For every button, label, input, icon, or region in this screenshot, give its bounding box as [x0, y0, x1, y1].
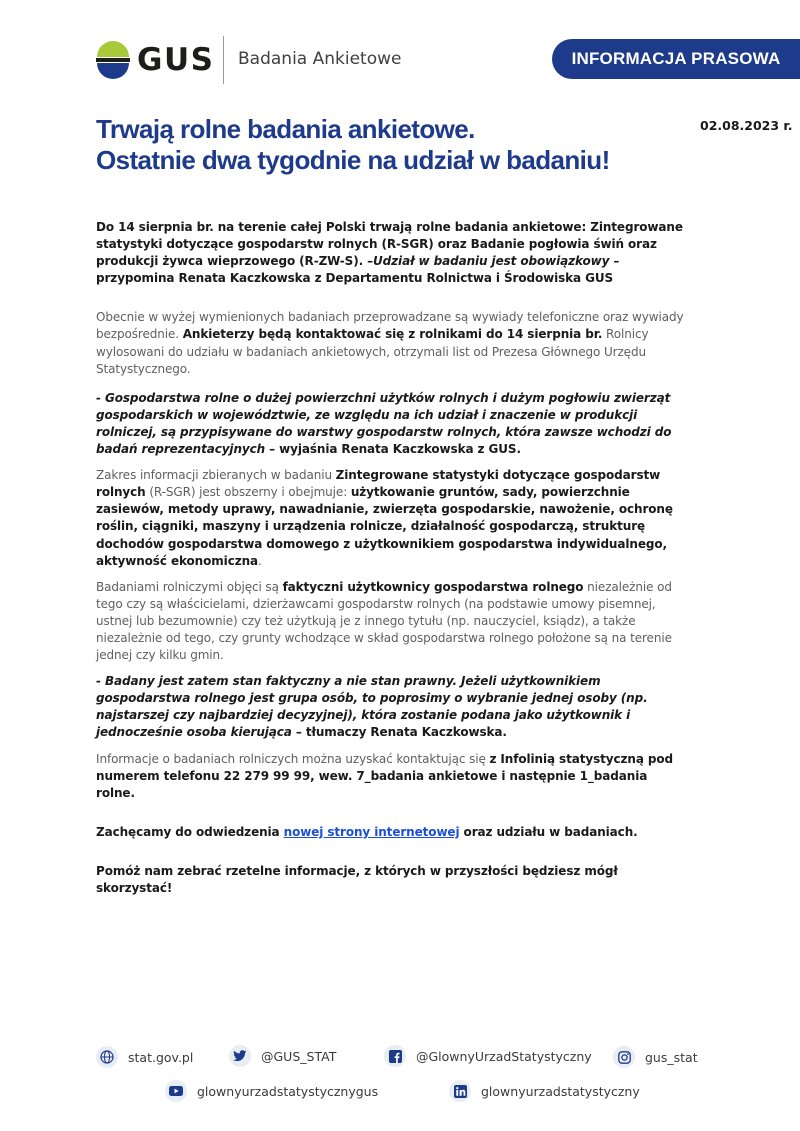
quote1-attribution: – wyjaśnia Renata Kaczkowska z GUS.: [265, 442, 521, 457]
p4-bold: z Infolinią statystyczną pod numerem telefonu 22 279 99 99, wew. 7_badania ankietowe i następnie 1_badania rolne.: [96, 751, 674, 800]
p2-bold-2: użytkowanie gruntów, sady, powierzchnie zasiewów, metody uprawy, nawadnianie, zwierzęta gospodarskie, nawożenie, ochronę roślin, ciągniki, maszyny i urządzenia rolnicze, działalność gospodarczą, strukturę dochodów gospodarstwa domowego z użytkownikiem gospodarstwa indywidualnego, aktywność ekonomiczna: [96, 485, 673, 568]
release-date: 02.08.2023 r.: [700, 118, 793, 133]
footer-instagram[interactable]: [613, 1046, 698, 1068]
article-body: [96, 219, 688, 897]
p3-text: Badaniami rolniczymi objęci są: [96, 579, 283, 594]
footer-linkedin-label: glownyurzadstatystyczny: [481, 1083, 640, 1099]
paragraph-scope: [96, 467, 688, 570]
press-release-badge: INFORMACJA PRASOWA: [552, 39, 800, 79]
facebook-icon: [384, 1045, 406, 1067]
paragraph-closing: Pomóż nam zebrać rzetelne informacje, z których w przyszłości będziesz mógł skorzystać!: [96, 863, 618, 895]
title-line-2: Ostatnie dwa tygodnie na udział w badaniu!: [96, 145, 610, 175]
quote2-italic: - Badany jest zatem stan faktyczny a nie stan prawny. Jeżeli użytkownikiem gospodarstwa rolnego jest grupa osób, to poprosimy o wybranie jednej osoby (np. najstarszej czy najbardziej decyzyjnej), która zostanie podana jako użytkownik i jednocześnie osoba kierująca: [96, 674, 648, 740]
p1-text-2: Rolnicy wylosowani do udziału w badaniach ankietowych, otrzymali list od Prezesa Głównego Urzędu Statystycznego.: [96, 327, 649, 376]
p1-bold: Ankieterzy będą kontaktować się z rolnikami do 14 sierpnia br.: [182, 327, 603, 342]
paragraph-users: [96, 579, 688, 664]
lead-italic: Udział w badaniu jest obowiązkowy: [373, 254, 610, 269]
footer-youtube-label: glownyurzadstatystycznygus: [197, 1083, 379, 1099]
paragraph-website: [96, 824, 688, 841]
footer-twitter-label: @GUS_STAT: [261, 1048, 337, 1064]
p5-text-2: oraz udziału w badaniach.: [459, 824, 638, 839]
quote1-italic: - Gospodarstwa rolne o dużej powierzchni użytków rolnych i dużym pogłowiu zwierząt gospodarskich w województwie, ze względu na ich udział i znaczenie w produkcji rolniczej, są przypisywane do warstwy gospodarstw rolnych, która zawsze wchodzi do badań reprezentacyjnych: [96, 390, 672, 457]
p1-text: Obecnie w wyżej wymienionych badaniach przeprowadzane są wywiady telefoniczne oraz wywiady bezpośrednie.: [96, 310, 684, 342]
paragraph-hotline: [96, 751, 688, 802]
twitter-icon: [229, 1045, 251, 1067]
linkedin-icon: [449, 1080, 471, 1102]
p3-text-2: niezależnie od tego czy są właścicielami, dzierżawcami gospodarstw rolnych (na podstawie umowy pisemnej, ustnej lub bezumownie) czy też użytkują je z innego tytułu (np. nauczyciel, ksiądz), a także niezależnie od tego, czy grunty wchodzące w skład gospodarstwa rolnego położone są na terenie jednej czy kilku gmin.: [96, 579, 672, 663]
website-link[interactable]: nowej strony internetowej: [283, 824, 460, 839]
footer-instagram-label: gus_stat: [645, 1049, 698, 1065]
p2-text-2: (R-SGR) jest obszerny i obejmuje:: [145, 485, 351, 500]
footer-facebook-label: @GlownyUrzadStatystyczny: [416, 1048, 592, 1064]
p5-text: Zachęcamy do odwiedzenia: [96, 824, 284, 839]
page-title: [96, 114, 656, 176]
quote2-attribution: – tłumaczy Renata Kaczkowska.: [291, 725, 507, 740]
p2-text: Zakres informacji zbieranych w badaniu: [96, 468, 336, 483]
p4-text: Informacje o badaniach rolniczych można uzyskać kontaktując się: [96, 751, 490, 766]
instagram-icon: [613, 1046, 635, 1068]
youtube-icon: [165, 1080, 187, 1102]
logo-text: GUS: [137, 42, 215, 78]
footer-facebook[interactable]: [384, 1045, 592, 1067]
footer-linkedin[interactable]: [449, 1080, 640, 1102]
footer-website-label: stat.gov.pl: [128, 1049, 194, 1065]
p2-text-3: .: [258, 553, 262, 568]
gus-logo: [96, 36, 416, 86]
quote-paragraph-2: [96, 673, 688, 741]
quote-paragraph-1: [96, 390, 688, 458]
p3-bold: faktyczni użytkownicy gospodarstwa rolnego: [282, 579, 584, 594]
gus-logo-mark: [96, 36, 130, 84]
lead-text: Do 14 sierpnia br. na terenie całej Polski trwają rolne badania ankietowe: Zintegrowane statystyki dotyczące gospodarstw rolnych (R-SGR) oraz Badanie pogłowia świń oraz produkcji żywca wieprzowego (R-ZW-S). –: [96, 220, 683, 269]
logo-subtitle: Badania Ankietowe: [238, 49, 402, 69]
lead-text-2: – przypomina Renata Kaczkowska z Departamentu Rolnictwa i Środowiska GUS: [96, 254, 620, 286]
lead-paragraph: [96, 219, 688, 287]
footer-website[interactable]: [96, 1046, 193, 1068]
logo-separator: [223, 36, 224, 84]
p2-bold: Zintegrowane statystyki dotyczące gospodarstw rolnych: [96, 468, 661, 500]
title-line-1: Trwają rolne badania ankietowe.: [96, 114, 475, 144]
footer-social-links: [0, 1040, 800, 1110]
paragraph-interviews: [96, 309, 688, 377]
footer-twitter[interactable]: [229, 1045, 336, 1067]
footer-youtube[interactable]: [165, 1080, 378, 1102]
globe-icon: [96, 1046, 118, 1068]
